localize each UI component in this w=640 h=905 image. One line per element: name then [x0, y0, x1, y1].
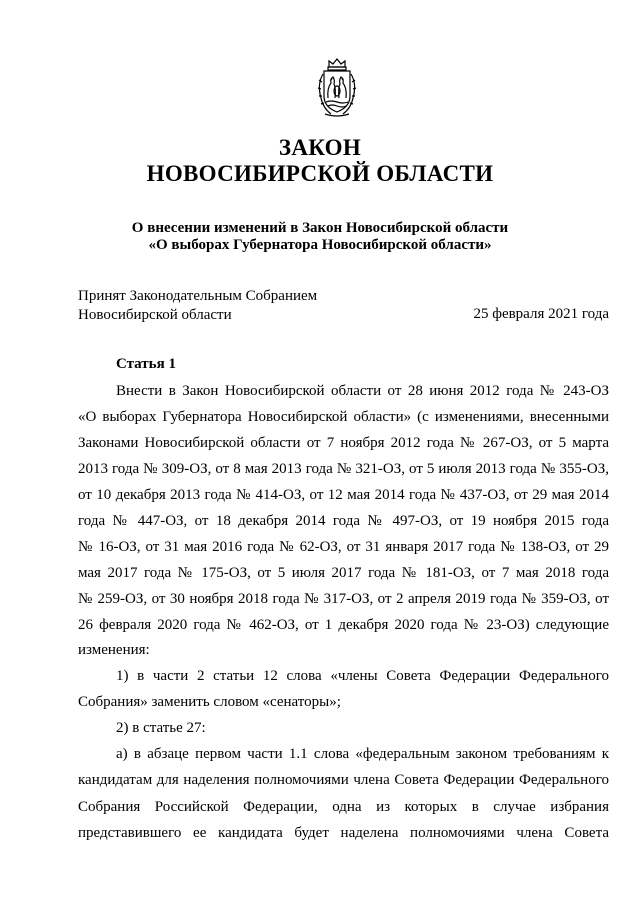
text-line: года № 447-ОЗ, от 18 декабря 2014 года № 497-ОЗ, от 19 ноября 2015 года [78, 513, 609, 529]
text-line: мая 2017 года № 175-ОЗ, от 5 июля 2017 года № 181-ОЗ, от 7 мая 2018 года [78, 565, 609, 581]
text-line: Собрания Российской Федерации, одна из которых в случае избрания [78, 799, 609, 815]
text-line: «О выборах Губернатора Новосибирской области» (с изменениями, внесенными [78, 409, 609, 425]
law-subject-line-1: О внесении изменений в Закон Новосибирской области [131, 220, 509, 236]
text-line: от 10 декабря 2013 года № 414-ОЗ, от 12 мая 2014 года № 437-ОЗ, от 29 мая 2014 [78, 487, 609, 503]
text-line: № 259-ОЗ, от 30 ноября 2018 года № 317-ОЗ, от 2 апреля 2019 года № 359-ОЗ, от [78, 591, 609, 607]
adoption-info [78, 287, 317, 324]
text-line: а) в абзаце первом части 1.1 слова «федеральным законом требованиям к [116, 746, 609, 762]
coat-of-arms-icon [313, 58, 361, 118]
text-line: 1) в части 2 статьи 12 слова «члены Совета Федерации Федерального [116, 668, 609, 684]
text-line: 2013 года № 309-ОЗ, от 8 мая 2013 года № 321-ОЗ, от 5 июля 2013 года № 355-ОЗ, [78, 461, 609, 477]
text-line: изменения: [78, 642, 150, 658]
law-subject-line-2: «О выборах Губернатора Новосибирской области» [148, 237, 492, 253]
text-line: 26 февраля 2020 года № 462-ОЗ, от 1 декабря 2020 года № 23-ОЗ) следующие [78, 617, 609, 633]
text-line: Внести в Закон Новосибирской области от 28 июня 2012 года № 243-ОЗ [116, 383, 609, 399]
article-heading: Статья 1 [116, 356, 176, 372]
text-line: Собрания» заменить словом «сенаторы»; [78, 694, 341, 710]
text-line: 2) в статье 27: [116, 720, 206, 736]
text-line: № 16-ОЗ, от 31 мая 2016 года № 62-ОЗ, от 31 января 2017 года № 138-ОЗ, от 29 [78, 539, 609, 555]
adoption-line-2: Новосибирской области [78, 306, 232, 323]
adoption-line-1: Принят Законодательным Собранием [78, 288, 318, 304]
text-line: представившего ее кандидата будет наделена полномочиями члена Совета [78, 825, 609, 841]
adoption-date: 25 февраля 2021 года [473, 306, 609, 322]
text-line: Законами Новосибирской области от 7 ноября 2012 года № 267-ОЗ, от 5 марта [78, 435, 609, 451]
text-line: кандидатам для наделения полномочиями члена Совета Федерации Федерального [78, 772, 609, 788]
law-title: ЗАКОН [278, 135, 362, 160]
law-region: НОВОСИБИРСКОЙ ОБЛАСТИ [146, 161, 494, 186]
